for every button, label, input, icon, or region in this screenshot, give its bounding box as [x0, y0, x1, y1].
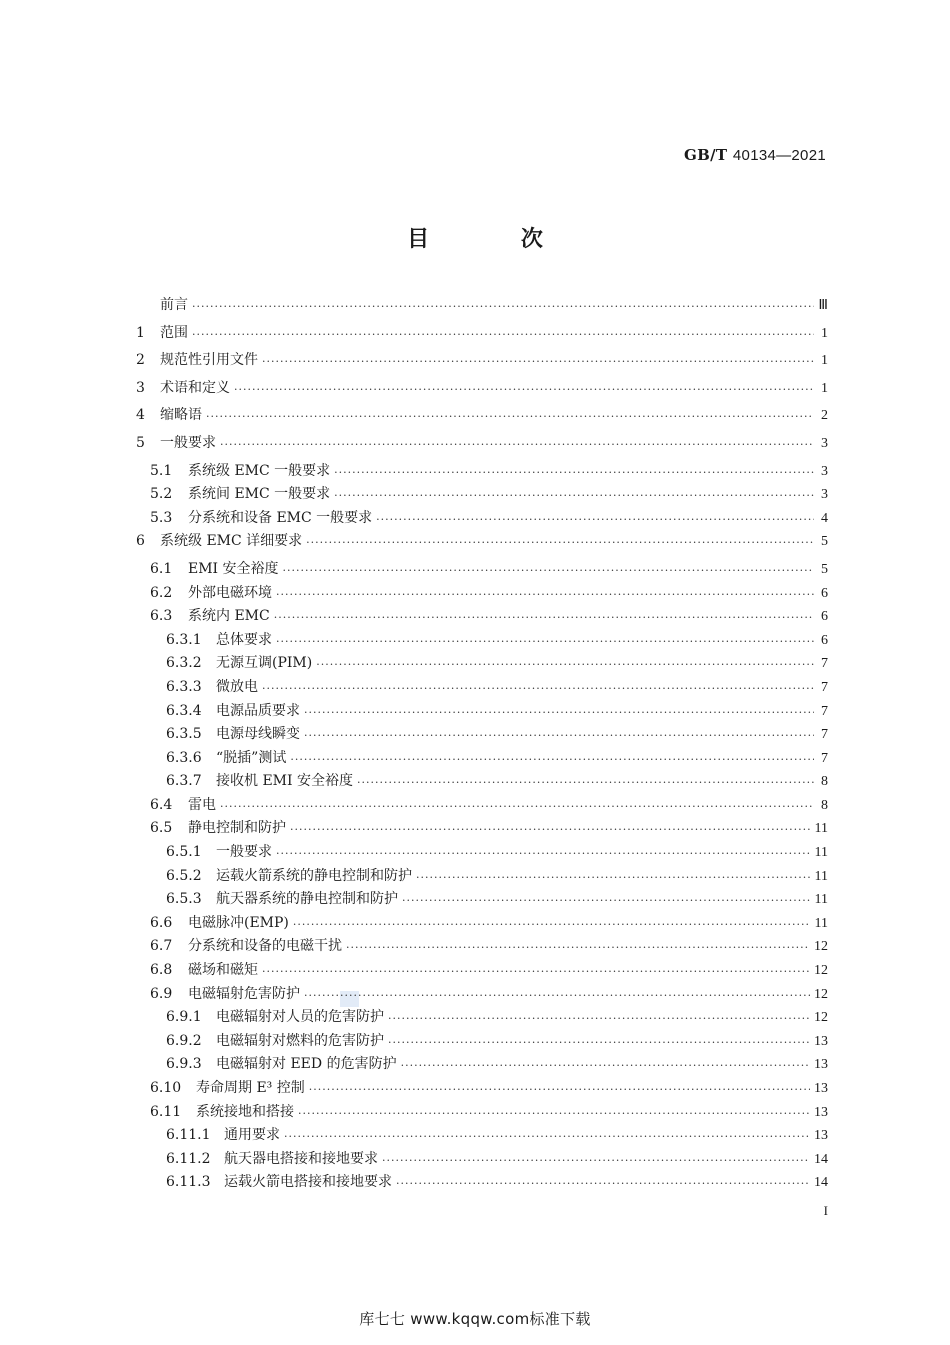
toc-entry-number: 6.1	[150, 560, 173, 577]
dot-leader	[274, 609, 814, 626]
toc-entry-page: 13	[814, 1081, 828, 1096]
toc-entry-number: 6.5.1	[166, 844, 202, 861]
toc-entry-title: 范围	[160, 324, 188, 341]
toc-entry[interactable]	[136, 937, 828, 956]
standard-code: 40134—2021	[732, 147, 826, 164]
toc-entry-number: 6.5	[150, 820, 173, 837]
toc-entry-title: 运载火箭系统的静电控制和防护	[216, 867, 412, 884]
toc-entry-page: 11	[814, 868, 828, 884]
toc-entry-title: 静电控制和防护	[188, 820, 286, 837]
toc-entry-title: 前言	[160, 297, 188, 313]
toc-entry-page: 7	[821, 727, 828, 743]
dot-leader	[396, 1175, 810, 1192]
toc-entry[interactable]	[136, 725, 828, 744]
toc-entry-title: 无源互调(PIM)	[216, 655, 313, 672]
toc-entry[interactable]	[136, 1173, 828, 1192]
toc-entry-page: 7	[821, 703, 828, 719]
dot-leader	[220, 798, 814, 815]
toc-entry-number: 6.9.3	[166, 1056, 202, 1073]
toc-entry[interactable]	[136, 584, 828, 603]
toc-entry-number: 6.11.3	[166, 1174, 211, 1191]
toc-entry-page: 13	[814, 1057, 828, 1073]
toc-entry-number: 6.8	[150, 962, 173, 979]
toc-entry-page: 3	[821, 463, 828, 479]
toc-entry-title: 电磁脉冲(EMP)	[188, 914, 289, 931]
dot-leader	[276, 845, 811, 862]
dot-leader	[309, 1081, 810, 1098]
toc-entry-title: 外部电磁环境	[188, 584, 272, 601]
dot-leader	[220, 436, 814, 453]
toc-entry-title: 电磁辐射对人员的危害防护	[216, 1009, 384, 1026]
toc-entry-number: 6.3.6	[166, 749, 202, 766]
toc-entry-page: 12	[814, 1010, 828, 1026]
dot-leader	[298, 1105, 810, 1122]
toc-entry-page: 11	[814, 915, 828, 931]
toc-entry-number: 5	[136, 434, 145, 451]
toc-entry-title: 系统级 EMC 一般要求	[188, 462, 331, 479]
toc-entry[interactable]	[136, 772, 828, 791]
toc-entry-number: 6.3	[150, 608, 173, 625]
toc-entry-number: 6.9	[150, 985, 173, 1002]
toc-entry-title: 磁场和磁矩	[188, 962, 258, 979]
toc-entry-number: 2	[136, 352, 145, 369]
dot-leader	[276, 633, 814, 650]
dot-leader	[402, 892, 811, 909]
toc-entry-number: 6.10	[150, 1080, 182, 1096]
toc-entry[interactable]	[136, 1079, 828, 1098]
toc-entry-title: 一般要求	[216, 844, 272, 861]
toc-entry-number: 6.9.2	[166, 1032, 202, 1049]
dot-leader	[276, 586, 814, 603]
dot-leader	[357, 774, 814, 791]
toc-entry-title: 微放电	[216, 678, 258, 695]
toc-entry[interactable]	[136, 654, 828, 673]
dot-leader	[334, 464, 814, 481]
dot-leader	[283, 562, 814, 579]
toc-entry-page: 13	[814, 1033, 828, 1049]
dot-leader	[346, 939, 810, 956]
toc-entry-page: Ⅲ	[818, 298, 828, 313]
footer-watermark: 库七七 www.kqqw.com标准下载	[359, 1310, 591, 1328]
toc-entry-title: 分系统和设备 EMC 一般要求	[188, 509, 373, 526]
toc-entry-number: 6.4	[150, 796, 173, 813]
dot-leader	[192, 298, 814, 315]
toc-entry-title: 系统间 EMC 一般要求	[188, 486, 331, 503]
toc-entry-number: 6	[136, 533, 145, 550]
toc-entry-number: 6.3.2	[166, 655, 202, 672]
dot-leader	[262, 353, 814, 370]
toc-entry[interactable]	[136, 843, 828, 862]
toc-entry[interactable]	[136, 1032, 828, 1051]
toc-entry[interactable]	[136, 462, 828, 481]
page-title: 目 次	[407, 227, 585, 252]
toc-entry-page: 12	[814, 939, 828, 955]
toc-entry-page: 12	[814, 963, 828, 979]
toc-entry-page: 11	[814, 821, 828, 837]
toc-entry-title: 电磁辐射对 EED 的危害防护	[216, 1056, 397, 1073]
dot-leader	[284, 1128, 810, 1145]
toc-entry-number: 6.3.3	[166, 678, 202, 695]
table-of-contents	[136, 296, 828, 1197]
toc-entry-title: 总体要求	[216, 631, 272, 648]
toc-entry[interactable]	[136, 434, 828, 453]
toc-entry-page: 13	[814, 1128, 828, 1144]
dot-leader	[262, 680, 814, 697]
toc-entry[interactable]	[136, 749, 828, 768]
dot-leader	[304, 727, 814, 744]
toc-entry-page: 8	[821, 797, 828, 813]
toc-entry[interactable]	[136, 914, 828, 933]
dot-leader	[306, 534, 814, 551]
toc-entry[interactable]	[136, 1150, 828, 1169]
toc-entry[interactable]	[136, 1055, 828, 1074]
toc-entry-title: 航天器系统的静电控制和防护	[216, 891, 398, 908]
dot-leader	[401, 1057, 810, 1074]
toc-entry-page: 1	[821, 380, 828, 396]
toc-entry[interactable]	[136, 607, 828, 626]
standard-prefix: GB/T	[684, 146, 728, 164]
dot-leader	[388, 1010, 810, 1027]
toc-entry-page: 3	[821, 487, 828, 503]
toc-entry[interactable]	[136, 560, 828, 579]
dot-leader	[206, 408, 814, 425]
dot-leader	[304, 704, 814, 721]
toc-entry-number: 6.11.1	[166, 1127, 211, 1144]
toc-entry-title: 术语和定义	[160, 379, 230, 396]
dot-leader	[334, 487, 814, 504]
toc-entry-title: 电源母线瞬变	[216, 726, 300, 743]
toc-entry-page: 8	[821, 774, 828, 790]
toc-entry-number: 6.2	[150, 584, 173, 601]
toc-entry-title: 运载火箭电搭接和接地要求	[224, 1174, 392, 1191]
page-number: I	[823, 1203, 828, 1218]
toc-entry[interactable]	[136, 631, 828, 650]
toc-entry[interactable]	[136, 406, 828, 425]
dot-leader	[304, 987, 810, 1004]
toc-entry-page: 6	[821, 632, 828, 648]
toc-entry-page: 2	[821, 408, 828, 424]
toc-entry-page: 7	[821, 750, 828, 766]
toc-entry-page: 7	[821, 656, 828, 672]
dot-leader	[262, 963, 810, 980]
toc-entry-page: 6	[821, 609, 828, 625]
dot-leader	[376, 511, 814, 528]
toc-entry-number: 6.5.3	[166, 891, 202, 908]
toc-entry[interactable]	[136, 485, 828, 504]
toc-entry[interactable]	[136, 1103, 828, 1122]
toc-entry-page: 13	[814, 1104, 828, 1120]
toc-entry[interactable]	[136, 867, 828, 886]
toc-entry[interactable]	[136, 351, 828, 370]
toc-entry-page: 11	[814, 845, 828, 861]
toc-entry-page: 1	[821, 325, 828, 341]
toc-entry-number: 5.1	[150, 462, 173, 479]
toc-entry[interactable]	[136, 1008, 828, 1027]
dot-leader	[382, 1152, 810, 1169]
dot-leader	[234, 381, 814, 398]
toc-entry-title: 电源品质要求	[216, 702, 300, 719]
toc-entry[interactable]	[136, 1126, 828, 1145]
toc-entry-title: 接收机 EMI 安全裕度	[216, 773, 353, 790]
toc-entry[interactable]	[136, 324, 828, 343]
toc-entry-number: 1	[136, 324, 145, 341]
toc-entry-number: 6.9.1	[166, 1009, 202, 1026]
dot-leader	[316, 656, 814, 673]
toc-entry-number: 6.3.4	[166, 702, 202, 719]
toc-entry-page: 11	[814, 892, 828, 908]
toc-entry-title: 寿命周期 E³ 控制	[196, 1080, 305, 1096]
toc-entry-page: 5	[821, 561, 828, 577]
dot-leader	[293, 916, 811, 933]
toc-entry[interactable]	[136, 532, 828, 551]
toc-entry-number: 6.5.2	[166, 867, 202, 884]
toc-entry-page: 3	[821, 435, 828, 451]
dot-leader	[290, 821, 811, 838]
toc-entry-number: 5.3	[150, 509, 173, 526]
toc-entry-number: 4	[136, 407, 145, 424]
toc-entry-title: 系统级 EMC 详细要求	[160, 533, 303, 550]
toc-entry-title: 电磁辐射对燃料的危害防护	[216, 1032, 384, 1049]
toc-entry[interactable]	[136, 961, 828, 980]
toc-entry-page: 4	[821, 510, 828, 526]
toc-entry-number: 6.11.2	[166, 1150, 211, 1167]
toc-entry-number: 6.7	[150, 938, 173, 955]
toc-entry-page: 5	[821, 534, 828, 550]
toc-entry-title: 系统接地和搭接	[196, 1103, 294, 1120]
toc-entry-number: 6.11	[150, 1103, 182, 1120]
toc-entry-title: 通用要求	[224, 1127, 280, 1144]
toc-entry-title: 缩略语	[160, 407, 202, 424]
toc-entry-number: 6.6	[150, 914, 173, 931]
toc-entry[interactable]	[136, 702, 828, 721]
toc-entry[interactable]	[136, 296, 828, 315]
toc-entry-title: 航天器电搭接和接地要求	[224, 1150, 378, 1167]
toc-entry-title: “脱插”测试	[216, 749, 287, 766]
toc-entry-page: 7	[821, 679, 828, 695]
toc-entry-number: 3	[136, 379, 145, 396]
toc-entry-number: 6.3.5	[166, 726, 202, 743]
toc-entry-title: 规范性引用文件	[160, 352, 258, 369]
toc-entry-title: 分系统和设备的电磁干扰	[188, 938, 342, 955]
toc-entry-title: 雷电	[188, 796, 216, 813]
toc-entry-page: 14	[814, 1175, 828, 1191]
toc-entry[interactable]	[136, 796, 828, 815]
toc-entry[interactable]	[136, 985, 828, 1004]
toc-entry-page: 6	[821, 585, 828, 601]
dot-leader	[388, 1034, 810, 1051]
toc-entry[interactable]	[136, 509, 828, 528]
toc-entry[interactable]	[136, 890, 828, 909]
toc-entry-page: 1	[821, 353, 828, 369]
toc-entry-page: 12	[814, 986, 828, 1002]
toc-entry[interactable]	[136, 819, 828, 838]
toc-entry-number: 5.2	[150, 486, 173, 503]
toc-entry-title: EMI 安全裕度	[188, 560, 279, 577]
toc-entry-page: 14	[814, 1151, 828, 1167]
toc-entry-number: 6.3.7	[166, 773, 202, 790]
dot-leader	[192, 326, 814, 343]
dot-leader	[290, 751, 814, 768]
toc-entry-title: 电磁辐射危害防护	[188, 985, 300, 1002]
toc-entry-title: 一般要求	[160, 434, 216, 451]
dot-leader	[416, 869, 811, 886]
standard-number	[684, 146, 826, 164]
toc-entry[interactable]	[136, 678, 828, 697]
toc-entry-title: 系统内 EMC	[188, 608, 270, 625]
toc-entry[interactable]	[136, 379, 828, 398]
toc-entry-number: 6.3.1	[166, 631, 202, 648]
